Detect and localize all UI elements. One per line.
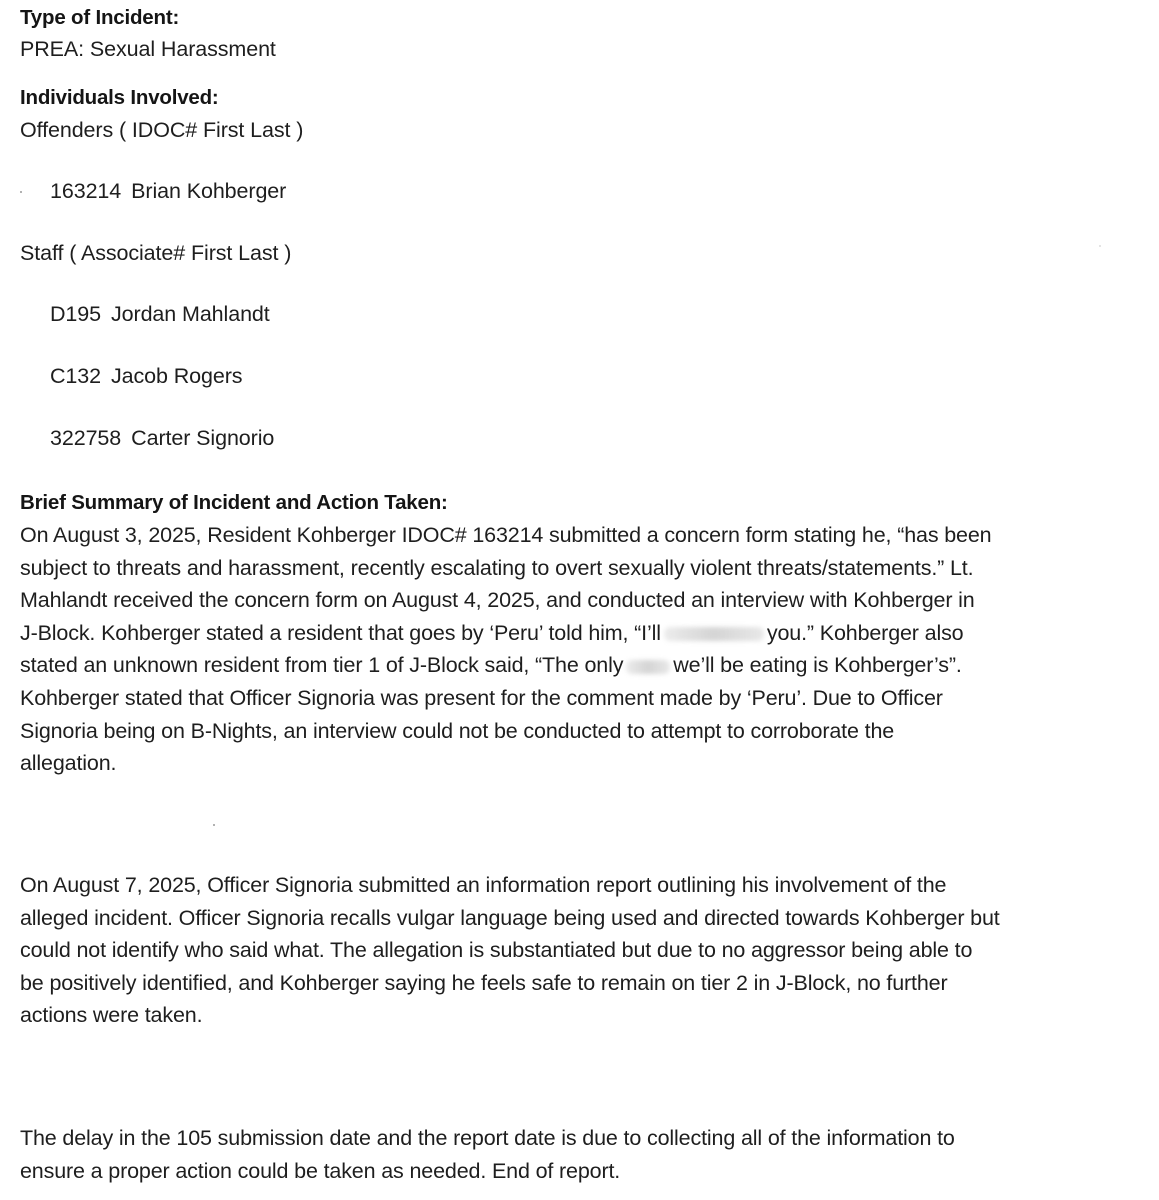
- paragraph-line: allegation.: [20, 751, 117, 776]
- line-text-before-redaction: J-Block. Kohberger stated a resident that goes by ‘Peru’ told him, “I’ll: [20, 620, 661, 645]
- paragraph-line: could not identify who said what. The allegation is substantiated but due to no aggressor being able to: [20, 938, 973, 963]
- redaction-blur: [664, 627, 764, 641]
- paragraph-line: Mahlandt received the concern form on August 4, 2025, and conducted an interview with Kohberger in: [20, 588, 975, 613]
- scan-speck: [213, 824, 215, 826]
- paragraph-line: subject to threats and harassment, recently escalating to overt sexually violent threats/statements.” Lt.: [20, 555, 974, 580]
- line-text-after-redaction: we’ll be eating is Kohberger’s”.: [673, 653, 962, 678]
- paragraph-line: alleged incident. Officer Signoria recalls vulgar language being used and directed towards Kohberger but: [20, 905, 1000, 930]
- paragraph-line: [20, 617, 1140, 650]
- staff-entry: [50, 364, 242, 389]
- line-text-before-redaction: stated an unknown resident from tier 1 of J-Block said, “The only: [20, 653, 624, 678]
- offender-id: 163214: [50, 179, 122, 203]
- summary-paragraph-1: [20, 519, 1140, 780]
- paragraph-line: be positively identified, and Kohberger saying he feels safe to remain on tier 2 in J-Block, no further: [20, 970, 948, 995]
- summary-heading: Brief Summary of Incident and Action Taken:: [20, 491, 448, 514]
- paragraph-line: Signoria being on B-Nights, an interview could not be conducted to attempt to corroborate the: [20, 718, 895, 743]
- individuals-heading: Individuals Involved:: [20, 86, 219, 109]
- staff-id: D195: [50, 302, 101, 326]
- redaction-blur: [626, 660, 670, 674]
- summary-paragraph-2: [20, 869, 1140, 1032]
- paragraph-line: [20, 649, 1140, 682]
- paragraph-line: actions were taken.: [20, 1003, 203, 1028]
- staff-name: Jordan Mahlandt: [111, 302, 270, 326]
- offenders-label: Offenders ( IDOC# First Last ): [20, 118, 304, 142]
- paragraph-line: Kohberger stated that Officer Signoria was present for the comment made by ‘Peru’. Due to Officer: [20, 685, 943, 710]
- staff-name: Jacob Rogers: [111, 364, 243, 388]
- summary-paragraph-3: [20, 1122, 1140, 1187]
- paragraph-line: On August 7, 2025, Officer Signoria submitted an information report outlining his involvement of the: [20, 873, 947, 897]
- offender-name: Brian Kohberger: [131, 179, 287, 203]
- paragraph-line: ensure a proper action could be taken as needed. End of report.: [20, 1158, 621, 1183]
- staff-name: Carter Signorio: [131, 426, 275, 450]
- staff-entry: [50, 302, 270, 327]
- staff-id: C132: [50, 364, 101, 388]
- staff-label: Staff ( Associate# First Last ): [20, 241, 292, 265]
- paragraph-line: The delay in the 105 submission date and the report date is due to collecting all of the information to: [20, 1126, 955, 1150]
- scan-speck: [1099, 245, 1101, 247]
- line-text-after-redaction: you.” Kohberger also: [766, 620, 964, 645]
- incident-type-value: PREA: Sexual Harassment: [20, 37, 276, 61]
- paragraph-line: On August 3, 2025, Resident Kohberger IDOC# 163214 submitted a concern form stating he, “has been: [20, 523, 992, 547]
- staff-entry: [50, 426, 274, 451]
- staff-id: 322758: [50, 426, 122, 450]
- incident-type-heading: Type of Incident:: [20, 6, 180, 29]
- scan-speck: [20, 191, 22, 193]
- offender-entry: [50, 179, 286, 204]
